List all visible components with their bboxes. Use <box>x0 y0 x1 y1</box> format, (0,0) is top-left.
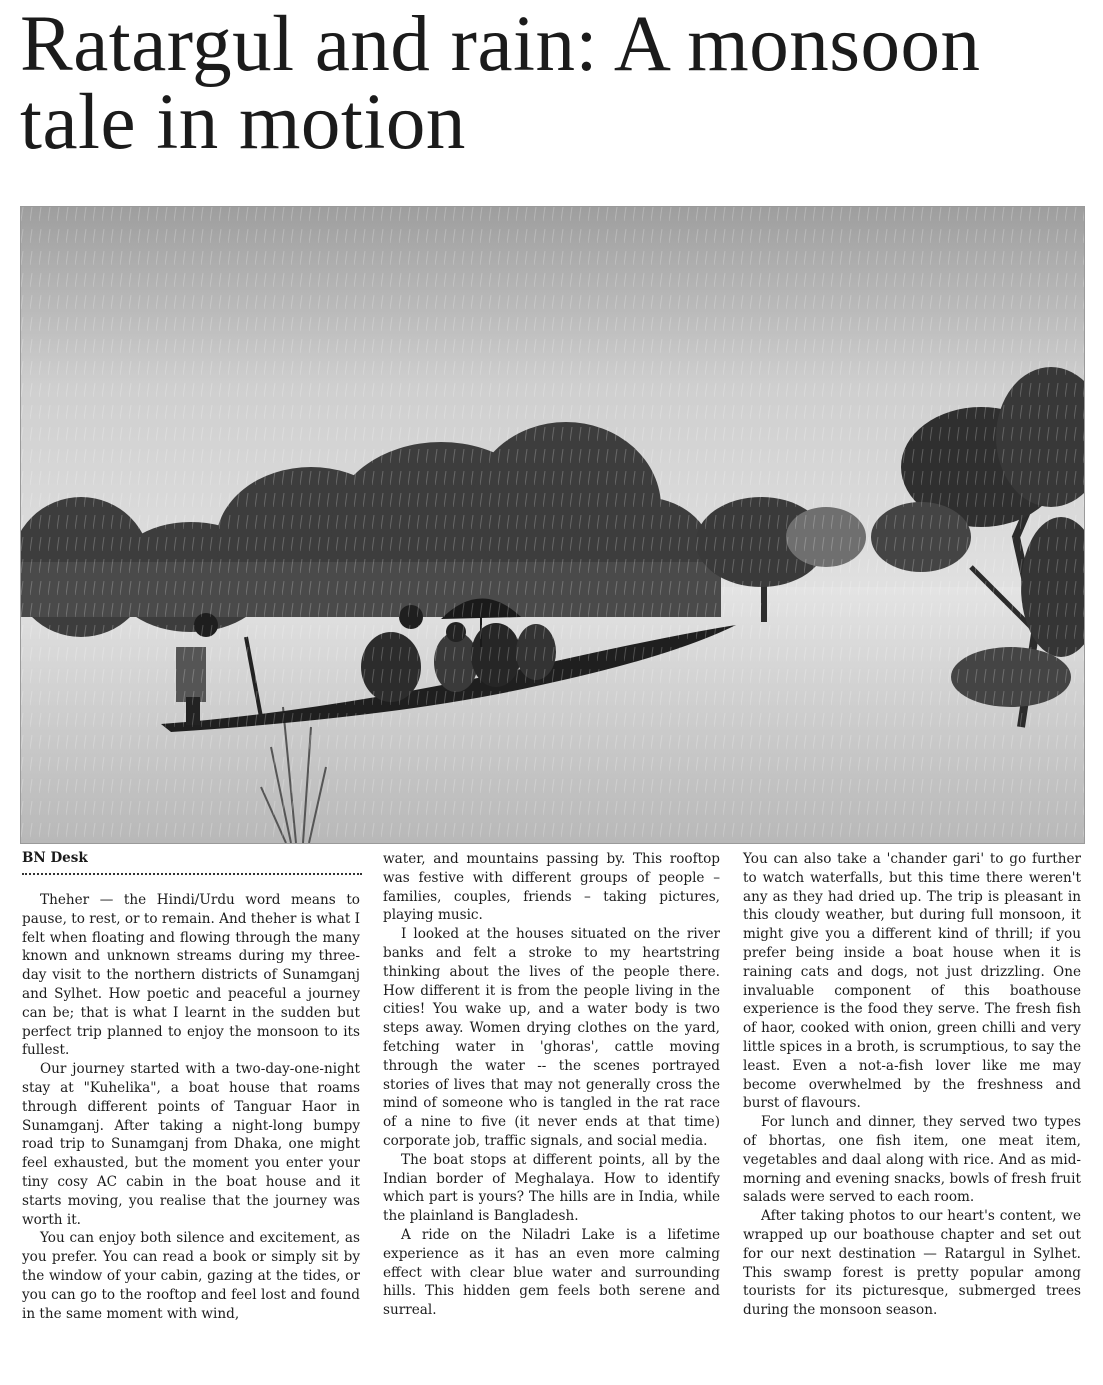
byline: BN Desk <box>22 850 88 866</box>
rain-overlay <box>21 207 1084 843</box>
paragraph: Theher — the Hindi/Urdu word means to pause, to rest, or to remain. And theher is what I felt when floating and flowing through the many known and unknown streams during my three-day visit to the northern districts of Sunamganj and Sylhet. How poetic and peaceful a journey can be; that is what I learnt in the sudden but perfect trip planned to enjoy the monsoon to its fullest. <box>22 892 360 1059</box>
paragraph: For lunch and dinner, they served two types of bhortas, one fish item, one meat item, vegetables and daal along with rice. And as mid-morning and evening snacks, bowls of fresh fruit salads were served to each room. <box>743 1114 1081 1206</box>
paragraph: You can enjoy both silence and excitement, as you prefer. You can read a book or simply sit by the window of your cabin, gazing at the tides, or you can go to the rooftop and feel lost and found in the same moment with wind, <box>22 1230 360 1322</box>
byline-divider <box>22 873 362 875</box>
paragraph: You can also take a 'chander gari' to go further to watch waterfalls, but this time there weren't any as they had dried up. The trip is pleasant in this cloudy weather, but during full monsoon, it might give you a different kind of thrill; if you prefer being inside a boat house when it is raining cats and dogs, not just drizzling. One invaluable component of this boathouse experience is the food they serve. The fresh fish of haor, cooked with onion, green chilli and very little spices in a broth, is scrumptious, to say the least. Even a not-a-fish lover like me may become overwhelmed by the freshness and burst of flavours. <box>743 851 1081 1112</box>
article-column-3 <box>743 850 1081 1320</box>
paragraph: The boat stops at different points, all by the Indian border of Meghalaya. How to identify which part is yours? The hills are in India, while the plainland is Bangladesh. <box>383 1151 720 1225</box>
article-column-1 <box>22 891 360 1323</box>
paragraph: After taking photos to our heart's content, we wrapped up our boathouse chapter and set out for our next destination — Ratargul in Sylhet. This swamp forest is pretty popular among tourists for its picturesque, submerged trees during the monsoon season. <box>743 1208 1081 1319</box>
paragraph: A ride on the Niladri Lake is a lifetime experience as it has an even more calming effect with clear blue water and surrounding hills. This hidden gem feels both serene and surreal. <box>383 1226 720 1319</box>
boat-in-rain-illustration <box>21 207 1084 843</box>
paragraph: I looked at the houses situated on the river banks and felt a stroke to my heartstring thinking about the lives of the people there. How different it is from the people living in the cities! You wake up, and a water body is two steps away. Women drying clothes on the yard, fetching water in 'ghoras', cattle moving through the water -- the scenes portrayed stories of lives that may not generally cross the mind of someone who is tangled in the rat race of a nine to five (it never ends at that time) corporate job, traffic signals, and social media. <box>383 926 720 1149</box>
paragraph: Our journey started with a two-day-one-night stay at "Kuhelika", a boat house that roams through different points of Tanguar Haor in Sunamganj. After taking a night-long bumpy road trip to Sunamganj from Dhaka, one might feel exhausted, but the moment you enter your tiny cosy AC cabin in the boat house and it starts moving, you realise that the journey was worth it. <box>22 1061 360 1228</box>
article-photo <box>20 206 1085 844</box>
paragraph: water, and mountains passing by. This rooftop was festive with different groups of people – families, couples, friends – taking pictures, playing music. <box>383 851 720 924</box>
article-column-2 <box>383 850 720 1320</box>
headline: Ratargul and rain: A monsoon tale in motion <box>20 1 981 166</box>
